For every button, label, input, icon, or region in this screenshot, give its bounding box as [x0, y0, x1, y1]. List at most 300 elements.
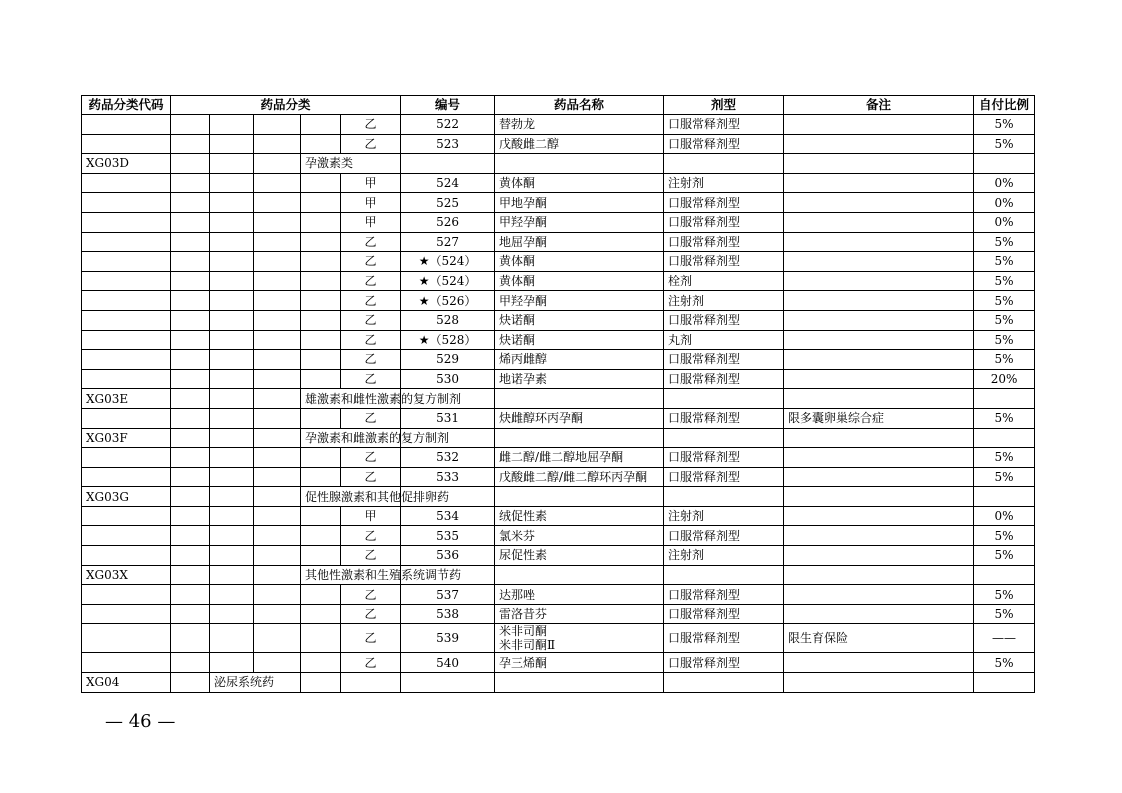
ratio-cell: 0% [974, 212, 1035, 232]
ratio-cell: —— [974, 624, 1035, 653]
empty-cell [254, 408, 301, 428]
grade-cell: 乙 [341, 448, 401, 468]
number-cell: ★（524） [401, 271, 495, 291]
number-cell: 537 [401, 585, 495, 605]
empty-cell [784, 154, 974, 174]
form-cell: 口服常释剂型 [664, 232, 784, 252]
empty-cell [171, 310, 210, 330]
note-cell [784, 369, 974, 389]
form-cell: 丸剂 [664, 330, 784, 350]
header-code: 药品分类代码 [82, 96, 171, 115]
form-cell: 注射剂 [664, 546, 784, 566]
empty-cell [664, 389, 784, 409]
empty-cell [784, 673, 974, 693]
name-cell [495, 624, 664, 653]
empty-cell [495, 389, 664, 409]
empty-cell [664, 487, 784, 507]
empty-cell [171, 252, 210, 272]
note-cell [784, 232, 974, 252]
empty-cell [301, 330, 341, 350]
empty-cell [171, 193, 210, 213]
empty-cell [210, 624, 254, 653]
empty-cell [171, 565, 210, 585]
table-row [82, 369, 1035, 389]
number-cell: 522 [401, 115, 495, 135]
empty-cell [82, 546, 171, 566]
empty-cell [210, 271, 254, 291]
empty-cell [210, 467, 254, 487]
empty-cell [210, 526, 254, 546]
empty-cell [301, 232, 341, 252]
table-row [82, 310, 1035, 330]
empty-cell [171, 546, 210, 566]
grade-cell: 乙 [341, 330, 401, 350]
category-row [82, 487, 1035, 507]
ratio-cell: 5% [974, 330, 1035, 350]
empty-cell [171, 173, 210, 193]
ratio-cell: 5% [974, 232, 1035, 252]
category-label: 其他性激素和生殖系统调节药 [301, 565, 401, 585]
empty-cell [171, 428, 210, 448]
number-cell: ★（526） [401, 291, 495, 311]
table-row [82, 252, 1035, 272]
empty-cell [664, 565, 784, 585]
note-cell [784, 212, 974, 232]
grade-cell: 甲 [341, 173, 401, 193]
note-cell [784, 467, 974, 487]
form-cell: 注射剂 [664, 506, 784, 526]
note-cell [784, 546, 974, 566]
empty-cell [254, 604, 301, 624]
empty-cell [171, 408, 210, 428]
empty-cell [82, 653, 171, 673]
grade-cell: 乙 [341, 585, 401, 605]
empty-cell [210, 291, 254, 311]
empty-cell [254, 624, 301, 653]
empty-cell [784, 487, 974, 507]
name-cell: 绒促性素 [495, 506, 664, 526]
number-cell: ★（528） [401, 330, 495, 350]
empty-cell [301, 673, 341, 693]
empty-cell [301, 653, 341, 673]
grade-cell: 乙 [341, 115, 401, 135]
empty-cell [210, 310, 254, 330]
number-cell: 525 [401, 193, 495, 213]
name-cell: 雷洛昔芬 [495, 604, 664, 624]
category-label: 雄激素和雌性激素的复方制剂 [301, 389, 401, 409]
empty-cell [495, 154, 664, 174]
ratio-cell: 5% [974, 310, 1035, 330]
empty-cell [301, 526, 341, 546]
empty-cell [210, 604, 254, 624]
form-cell: 栓剂 [664, 271, 784, 291]
note-cell [784, 134, 974, 154]
empty-cell [82, 193, 171, 213]
category-code: XG03F [82, 428, 171, 448]
empty-cell [301, 350, 341, 370]
table-row [82, 604, 1035, 624]
note-cell [784, 252, 974, 272]
ratio-cell: 5% [974, 448, 1035, 468]
empty-cell [82, 506, 171, 526]
ratio-cell: 0% [974, 173, 1035, 193]
note-cell: 限多囊卵巢综合症 [784, 408, 974, 428]
category-label: 孕激素和雌激素的复方制剂 [301, 428, 401, 448]
ratio-cell: 5% [974, 408, 1035, 428]
name-cell: 烯丙雌醇 [495, 350, 664, 370]
number-cell: 540 [401, 653, 495, 673]
empty-cell [301, 115, 341, 135]
table-row [82, 193, 1035, 213]
note-cell [784, 291, 974, 311]
ratio-cell: 5% [974, 604, 1035, 624]
table-row [82, 350, 1035, 370]
name-cell: 炔诺酮 [495, 330, 664, 350]
header-ratio: 自付比例 [974, 96, 1035, 115]
table-row [82, 546, 1035, 566]
empty-cell [664, 673, 784, 693]
form-cell: 口服常释剂型 [664, 115, 784, 135]
form-cell: 口服常释剂型 [664, 624, 784, 653]
empty-cell [171, 271, 210, 291]
table-row [82, 212, 1035, 232]
table-row [82, 134, 1035, 154]
empty-cell [210, 232, 254, 252]
empty-cell [82, 448, 171, 468]
name-cell: 黄体酮 [495, 173, 664, 193]
grade-cell: 乙 [341, 232, 401, 252]
empty-cell [82, 115, 171, 135]
category-row [82, 565, 1035, 585]
empty-cell [254, 134, 301, 154]
form-cell: 口服常释剂型 [664, 193, 784, 213]
empty-cell [301, 173, 341, 193]
name-cell: 黄体酮 [495, 252, 664, 272]
note-cell [784, 115, 974, 135]
empty-cell [254, 467, 301, 487]
page-number: — 46 — [105, 711, 176, 732]
note-cell [784, 585, 974, 605]
empty-cell [784, 389, 974, 409]
category-label: 孕激素类 [301, 154, 401, 174]
empty-cell [171, 604, 210, 624]
category-code: XG03E [82, 389, 171, 409]
empty-cell [82, 232, 171, 252]
form-cell: 口服常释剂型 [664, 448, 784, 468]
number-cell: 531 [401, 408, 495, 428]
table-row [82, 115, 1035, 135]
empty-cell [341, 673, 401, 693]
grade-cell: 乙 [341, 653, 401, 673]
form-cell: 口服常释剂型 [664, 526, 784, 546]
category-row [82, 673, 1035, 693]
ratio-cell: 5% [974, 546, 1035, 566]
drug-name-line: 米非司酮Ⅱ [499, 638, 556, 653]
category-row [82, 428, 1035, 448]
empty-cell [254, 310, 301, 330]
empty-cell [495, 673, 664, 693]
empty-cell [254, 350, 301, 370]
empty-cell [82, 271, 171, 291]
form-cell: 口服常释剂型 [664, 604, 784, 624]
empty-cell [301, 467, 341, 487]
note-cell [784, 448, 974, 468]
empty-cell [82, 585, 171, 605]
empty-cell [301, 369, 341, 389]
name-cell: 甲羟孕酮 [495, 291, 664, 311]
empty-cell [210, 212, 254, 232]
empty-cell [784, 428, 974, 448]
empty-cell [171, 330, 210, 350]
number-cell: 528 [401, 310, 495, 330]
name-cell: 甲羟孕酮 [495, 212, 664, 232]
grade-cell: 甲 [341, 193, 401, 213]
note-cell [784, 193, 974, 213]
grade-cell: 乙 [341, 526, 401, 546]
form-cell: 注射剂 [664, 291, 784, 311]
empty-cell [171, 389, 210, 409]
empty-cell [254, 565, 301, 585]
number-cell: 538 [401, 604, 495, 624]
category-label: 促性腺激素和其他促排卵药 [301, 487, 401, 507]
grade-cell: 乙 [341, 134, 401, 154]
empty-cell [254, 585, 301, 605]
empty-cell [254, 291, 301, 311]
name-cell: 孕三烯酮 [495, 653, 664, 673]
empty-cell [82, 291, 171, 311]
empty-cell [171, 212, 210, 232]
empty-cell [210, 330, 254, 350]
empty-cell [254, 154, 301, 174]
form-cell: 口服常释剂型 [664, 653, 784, 673]
form-cell: 口服常释剂型 [664, 467, 784, 487]
empty-cell [210, 585, 254, 605]
empty-cell [301, 624, 341, 653]
form-cell: 口服常释剂型 [664, 212, 784, 232]
name-cell: 戊酸雌二醇/雌二醇环丙孕酮 [495, 467, 664, 487]
empty-cell [210, 448, 254, 468]
empty-cell [210, 546, 254, 566]
empty-cell [301, 291, 341, 311]
ratio-cell: 5% [974, 350, 1035, 370]
number-cell: 524 [401, 173, 495, 193]
empty-cell [974, 673, 1035, 693]
empty-cell [254, 389, 301, 409]
name-cell: 黄体酮 [495, 271, 664, 291]
table-row [82, 448, 1035, 468]
number-cell: ★（524） [401, 252, 495, 272]
empty-cell [210, 173, 254, 193]
number-cell: 532 [401, 448, 495, 468]
empty-cell [210, 487, 254, 507]
empty-cell [254, 330, 301, 350]
form-cell: 口服常释剂型 [664, 134, 784, 154]
empty-cell [664, 428, 784, 448]
empty-cell [82, 350, 171, 370]
empty-cell [171, 350, 210, 370]
empty-cell [254, 526, 301, 546]
note-cell [784, 506, 974, 526]
name-cell: 甲地孕酮 [495, 193, 664, 213]
empty-cell [664, 154, 784, 174]
header-category: 药品分类 [171, 96, 401, 115]
empty-cell [171, 232, 210, 252]
number-cell: 534 [401, 506, 495, 526]
ratio-cell: 5% [974, 271, 1035, 291]
name-cell: 达那唑 [495, 585, 664, 605]
empty-cell [301, 134, 341, 154]
empty-cell [301, 604, 341, 624]
form-cell: 口服常释剂型 [664, 252, 784, 272]
empty-cell [254, 546, 301, 566]
note-cell [784, 173, 974, 193]
ratio-cell: 5% [974, 252, 1035, 272]
grade-cell: 乙 [341, 350, 401, 370]
grade-cell: 乙 [341, 467, 401, 487]
empty-cell [82, 212, 171, 232]
table-header-row [82, 96, 1035, 115]
empty-cell [254, 193, 301, 213]
name-cell: 戊酸雌二醇 [495, 134, 664, 154]
grade-cell: 乙 [341, 310, 401, 330]
table-row [82, 330, 1035, 350]
empty-cell [82, 252, 171, 272]
empty-cell [210, 193, 254, 213]
empty-cell [210, 653, 254, 673]
empty-cell [254, 448, 301, 468]
empty-cell [301, 252, 341, 272]
empty-cell [495, 487, 664, 507]
note-cell [784, 330, 974, 350]
empty-cell [254, 428, 301, 448]
empty-cell [171, 585, 210, 605]
empty-cell [171, 487, 210, 507]
empty-cell [301, 310, 341, 330]
number-cell: 527 [401, 232, 495, 252]
number-cell: 530 [401, 369, 495, 389]
table-row [82, 653, 1035, 673]
ratio-cell: 20% [974, 369, 1035, 389]
empty-cell [210, 154, 254, 174]
grade-cell: 乙 [341, 369, 401, 389]
empty-cell [301, 271, 341, 291]
empty-cell [301, 448, 341, 468]
empty-cell [401, 673, 495, 693]
empty-cell [301, 546, 341, 566]
empty-cell [401, 154, 495, 174]
grade-cell: 乙 [341, 291, 401, 311]
category-code: XG03D [82, 154, 171, 174]
empty-cell [171, 154, 210, 174]
ratio-cell: 5% [974, 585, 1035, 605]
note-cell [784, 526, 974, 546]
empty-cell [171, 653, 210, 673]
form-cell: 口服常释剂型 [664, 585, 784, 605]
empty-cell [82, 310, 171, 330]
name-cell: 尿促性素 [495, 546, 664, 566]
name-cell: 炔诺酮 [495, 310, 664, 330]
empty-cell [495, 428, 664, 448]
empty-cell [171, 115, 210, 135]
table-row [82, 173, 1035, 193]
category-code: XG04 [82, 673, 171, 693]
form-cell: 口服常释剂型 [664, 408, 784, 428]
name-cell: 雌二醇/雌二醇地屈孕酮 [495, 448, 664, 468]
empty-cell [254, 252, 301, 272]
empty-cell [171, 134, 210, 154]
table-row [82, 467, 1035, 487]
empty-cell [301, 212, 341, 232]
empty-cell [210, 506, 254, 526]
note-cell [784, 350, 974, 370]
number-cell: 535 [401, 526, 495, 546]
empty-cell [82, 467, 171, 487]
empty-cell [171, 448, 210, 468]
category-row [82, 154, 1035, 174]
form-cell: 注射剂 [664, 173, 784, 193]
empty-cell [974, 154, 1035, 174]
empty-cell [210, 134, 254, 154]
category-label: 泌尿系统药 [210, 673, 301, 693]
table-row [82, 232, 1035, 252]
note-cell [784, 271, 974, 291]
empty-cell [495, 565, 664, 585]
table-row [82, 408, 1035, 428]
empty-cell [210, 408, 254, 428]
number-cell: 539 [401, 624, 495, 653]
name-cell: 地屈孕酮 [495, 232, 664, 252]
name-cell: 替勃龙 [495, 115, 664, 135]
header-name: 药品名称 [495, 96, 664, 115]
note-cell: 限生育保险 [784, 624, 974, 653]
empty-cell [171, 526, 210, 546]
note-cell [784, 310, 974, 330]
grade-cell: 甲 [341, 506, 401, 526]
ratio-cell: 5% [974, 291, 1035, 311]
drug-catalog-table [81, 95, 1035, 693]
form-cell: 口服常释剂型 [664, 350, 784, 370]
empty-cell [254, 653, 301, 673]
empty-cell [171, 291, 210, 311]
category-row [82, 389, 1035, 409]
number-cell: 526 [401, 212, 495, 232]
empty-cell [254, 115, 301, 135]
empty-cell [254, 232, 301, 252]
number-cell: 529 [401, 350, 495, 370]
ratio-cell: 5% [974, 526, 1035, 546]
empty-cell [171, 506, 210, 526]
table-row [82, 506, 1035, 526]
name-cell: 炔雌醇环丙孕酮 [495, 408, 664, 428]
empty-cell [974, 389, 1035, 409]
empty-cell [210, 428, 254, 448]
grade-cell: 乙 [341, 624, 401, 653]
empty-cell [171, 369, 210, 389]
grade-cell: 乙 [341, 408, 401, 428]
empty-cell [171, 624, 210, 653]
table-row [82, 585, 1035, 605]
ratio-cell: 0% [974, 193, 1035, 213]
name-cell: 地诺孕素 [495, 369, 664, 389]
empty-cell [974, 565, 1035, 585]
empty-cell [210, 115, 254, 135]
grade-cell: 乙 [341, 604, 401, 624]
empty-cell [82, 526, 171, 546]
form-cell: 口服常释剂型 [664, 369, 784, 389]
empty-cell [254, 173, 301, 193]
grade-cell: 乙 [341, 252, 401, 272]
header-number: 编号 [401, 96, 495, 115]
